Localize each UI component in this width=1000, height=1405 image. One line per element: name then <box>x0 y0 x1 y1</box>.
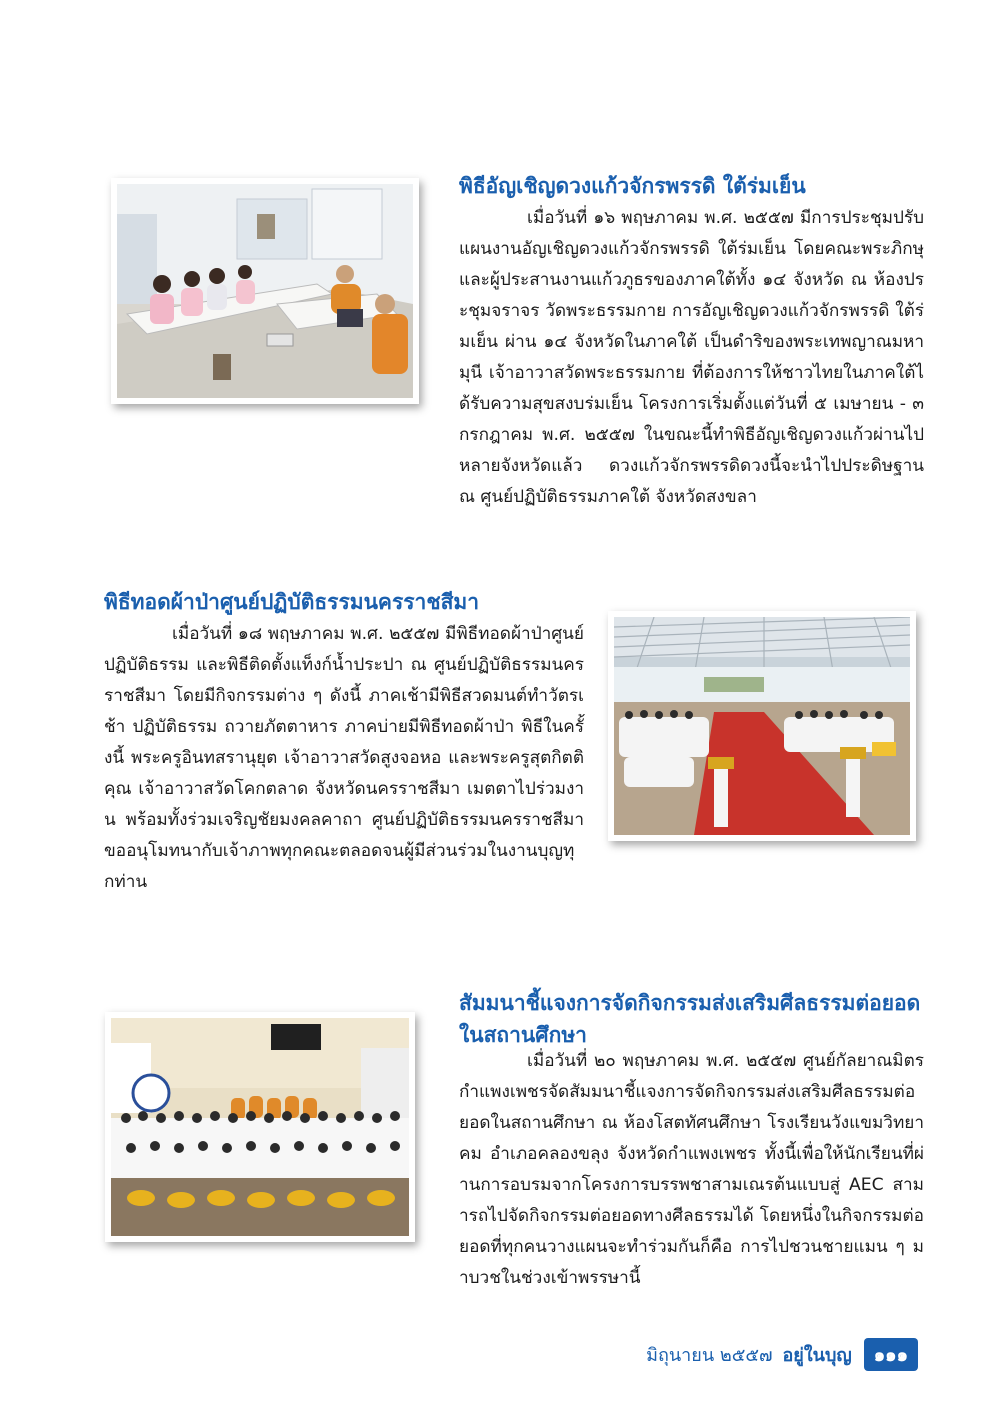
photo-meeting-room <box>111 178 419 404</box>
article-2-title: พิธีทอดผ้าป่าศูนย์ปฏิบัติธรรมนครราชสีมา <box>104 590 480 614</box>
article-2-body: เมื่อวันที่ ๑๘ พฤษภาคม พ.ศ. ๒๕๕๗ มีพิธีทอดผ้าป่าศูนย์ปฏิบัติธรรม และพิธีติดตั้งแท็งก์น้ำประปา ณ ศูนย์ปฏิบัติธรรมนครราชสีมา โดยมีกิจกรรมต่าง ๆ ดังนี้ ภาคเช้ามีพิธีสวดมนต์ทำวัตรเช้า ปฏิบัติธรรม ถวายภัตตาหาร ภาคบ่ายมีพิธีทอดผ้าป่า พิธีในครั้งนี้ พระครูอินทสรานุยุต เจ้าอาวาสวัดสูงจอหอ และพระครูสุตกิตติคุณ เจ้าอาวาสวัดโคกตลาด จังหวัดนครราชสีมา เมตตาไปร่วมงาน พร้อมทั้งร่วมเจริญชัยมงคลคาถา ศูนย์ปฏิบัติธรรมนครราชสีมาขออนุโมทนากับเจ้าภาพทุกคณะตลอดจนผู้มีส่วนร่วมในงานบุญทุกท่าน <box>104 624 584 892</box>
photo-pavilion-ceremony <box>608 611 916 841</box>
pavilion-photo-illustration <box>614 617 910 835</box>
photo-group-seminar <box>105 1012 415 1242</box>
article-1-title: พิธีอัญเชิญดวงแก้วจักรพรรดิ ใต้ร่มเย็น <box>459 174 806 198</box>
footer-magazine-name: อยู่ในบุญ <box>782 1344 852 1366</box>
article-3-title: สัมมนาชี้แจงการจัดกิจกรรมส่งเสริมศีลธรรมต่อยอดในสถานศึกษา <box>459 991 921 1047</box>
meeting-photo-illustration <box>117 184 413 398</box>
page-footer <box>646 1338 918 1370</box>
article-1-body: เมื่อวันที่ ๑๖ พฤษภาคม พ.ศ. ๒๕๕๗ มีการประชุมปรับแผนงานอัญเชิญดวงแก้วจักรพรรดิ ใต้ร่มเย็น โดยคณะพระภิกษุและผู้ประสานงานแก้วภูธรของภาคใต้ทั้ง ๑๔ จังหวัด ณ ห้องประชุมจราจร วัดพระธรรมกาย การอัญเชิญดวงแก้วจักรพรรดิ ใต้ร่มเย็น ผ่าน ๑๔ จังหวัดในภาคใต้ เป็นดำริของพระเทพญาณมหามุนี เจ้าอาวาสวัดพระธรรมกาย ที่ต้องการให้ชาวไทยในภาคใต้ได้รับความสุขสงบร่มเย็น โครงการเริ่มตั้งแต่วันที่ ๕ เมษายน - ๓ กรกฎาคม พ.ศ. ๒๕๕๗ ในขณะนี้ทำพิธีอัญเชิญดวงแก้วผ่านไปหลายจังหวัดแล้ว ดวงแก้วจักรพรรดิดวงนี้จะนำไปประดิษฐาน ณ ศูนย์ปฏิบัติธรรมภาคใต้ จังหวัดสงขลา <box>459 208 924 507</box>
article-3-body: เมื่อวันที่ ๒๐ พฤษภาคม พ.ศ. ๒๕๕๗ ศูนย์กัลยาณมิตรกำแพงเพชรจัดสัมมนาชี้แจงการจัดกิจกรรมส่งเสริมศีลธรรมต่อยอดในสถานศึกษา ณ ห้องโสตทัศนศึกษา โรงเรียนวังแขมวิทยาคม อำเภอคลองขลุง จังหวัดกำแพงเพชร ทั้งนี้เพื่อให้นักเรียนที่ผ่านการอบรมจากโครงการบรรพชาสามเณรต้นแบบสู่ AEC สามารถไปจัดกิจกรรมต่อยอดทางศีลธรรมได้ โดยหนึ่งในกิจกรรมต่อยอดที่ทุกคนวางแผนจะทำร่วมกันก็คือ การไปชวนชายแมน ๆ มาบวชในช่วงเข้าพรรษานี้ <box>459 1051 924 1288</box>
group-photo-illustration <box>111 1018 409 1236</box>
footer-issue-date: มิถุนายน ๒๕๕๗ <box>646 1344 773 1366</box>
footer-page-number: ๑๑๑ <box>864 1338 918 1371</box>
